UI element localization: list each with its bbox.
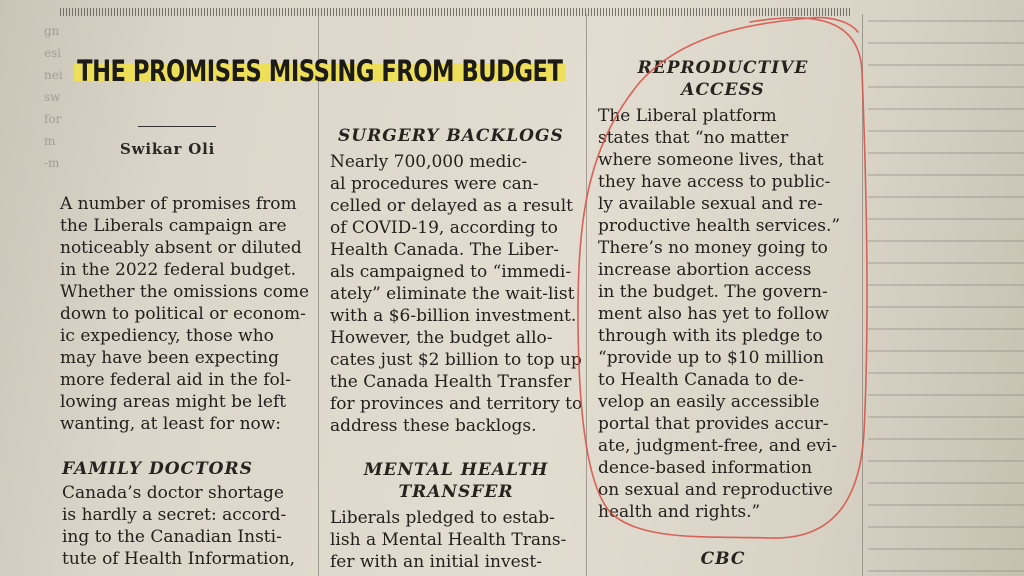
- text-line: dence-based information: [598, 458, 813, 478]
- text-line: to Health Canada to de-: [598, 370, 804, 390]
- text-line: the Liberals campaign are: [60, 216, 287, 236]
- surgery-backlogs-paragraph: [330, 151, 582, 437]
- column-divider: [586, 14, 587, 576]
- text-line: A number of promises from: [60, 194, 297, 214]
- text-line: tute of Health Information,: [62, 549, 296, 569]
- text-line: celled or delayed as a result: [330, 196, 573, 216]
- text-line: fer with an initial invest-: [330, 552, 542, 572]
- text-line: lowing areas might be left: [60, 392, 287, 412]
- top-rule: [60, 8, 850, 16]
- byline-rule: [138, 126, 216, 127]
- headline: THE PROMISES MISSING FROM BUDGET: [74, 54, 566, 88]
- text-line: Canada’s doctor shortage: [62, 483, 284, 503]
- text-line: down to political or econom-: [60, 304, 306, 324]
- text-line: ic expediency, those who: [60, 326, 274, 346]
- text-line: productive health services.”: [598, 216, 841, 236]
- text-line: velop an easily accessible: [598, 392, 820, 412]
- text-line: they have access to public-: [598, 172, 831, 192]
- text-line: through with its pledge to: [598, 326, 823, 346]
- left-bleed-text: gn esi nei sw for m -m: [44, 24, 63, 170]
- text-line: noticeably absent or diluted: [60, 238, 302, 258]
- reproductive-title-line2: ACCESS: [681, 80, 765, 100]
- mental-health-title-line1: MENTAL HEALTH: [363, 460, 549, 480]
- text-line: portal that provides accur-: [598, 414, 829, 434]
- text-line: ment also has yet to follow: [598, 304, 830, 324]
- next-section-title: CBC: [700, 549, 746, 569]
- right-bleed-text: [868, 20, 1024, 576]
- text-line: health and rights.”: [598, 502, 761, 522]
- column-divider: [318, 14, 319, 576]
- text-line: of COVID-19, according to: [330, 218, 558, 238]
- text-line: als campaigned to “immedi-: [330, 262, 572, 282]
- text-line: for provinces and territory to: [330, 394, 583, 414]
- mental-health-title-line2: TRANSFER: [398, 482, 514, 502]
- mental-health-paragraph: [330, 507, 582, 573]
- text-line: ly available sexual and re-: [598, 194, 823, 214]
- section-title-reproductive-access: [596, 57, 850, 101]
- text-line: where someone lives, that: [598, 150, 824, 170]
- text-line: The Liberal platform: [598, 106, 777, 126]
- text-line: with a $6-billion investment.: [330, 306, 577, 326]
- reproductive-access-paragraph: [598, 105, 856, 523]
- section-title-family-doctors: FAMILY DOCTORS: [62, 459, 253, 479]
- text-line: the Canada Health Transfer: [330, 372, 572, 392]
- text-line: wanting, at least for now:: [60, 414, 282, 434]
- text-line: lish a Mental Health Trans-: [330, 530, 567, 550]
- text-line: There’s no money going to: [598, 238, 828, 258]
- text-line: ing to the Canadian Insti-: [62, 527, 282, 547]
- text-line: “provide up to $10 million: [598, 348, 824, 368]
- text-line: Nearly 700,000 medic-: [330, 152, 528, 172]
- byline: Swikar Oli: [120, 140, 216, 158]
- section-title-mental-health: [330, 459, 582, 503]
- text-line: ately” eliminate the wait-list: [330, 284, 575, 304]
- text-line: Health Canada. The Liber-: [330, 240, 559, 260]
- text-line: in the 2022 federal budget.: [60, 260, 296, 280]
- text-line: on sexual and reproductive: [598, 480, 833, 500]
- text-line: is hardly a secret: accord-: [62, 505, 287, 525]
- text-line: However, the budget allo-: [330, 328, 553, 348]
- text-line: may have been expecting: [60, 348, 279, 368]
- text-line: more federal aid in the fol-: [60, 370, 291, 390]
- text-line: Whether the omissions come: [60, 282, 310, 302]
- text-line: increase abortion access: [598, 260, 812, 280]
- text-line: cates just $2 billion to top up: [330, 350, 582, 370]
- text-line: address these backlogs.: [330, 416, 537, 436]
- family-doctors-paragraph: [62, 482, 312, 570]
- column-divider: [862, 14, 863, 576]
- section-title-surgery-backlogs: SURGERY BACKLOGS: [338, 126, 564, 146]
- text-line: ate, judgment-free, and evi-: [598, 436, 838, 456]
- reproductive-title-line1: REPRODUCTIVE: [637, 58, 809, 78]
- text-line: Liberals pledged to estab-: [330, 508, 555, 528]
- text-line: states that “no matter: [598, 128, 789, 148]
- intro-paragraph: [60, 193, 310, 435]
- text-line: al procedures were can-: [330, 174, 539, 194]
- text-line: in the budget. The govern-: [598, 282, 828, 302]
